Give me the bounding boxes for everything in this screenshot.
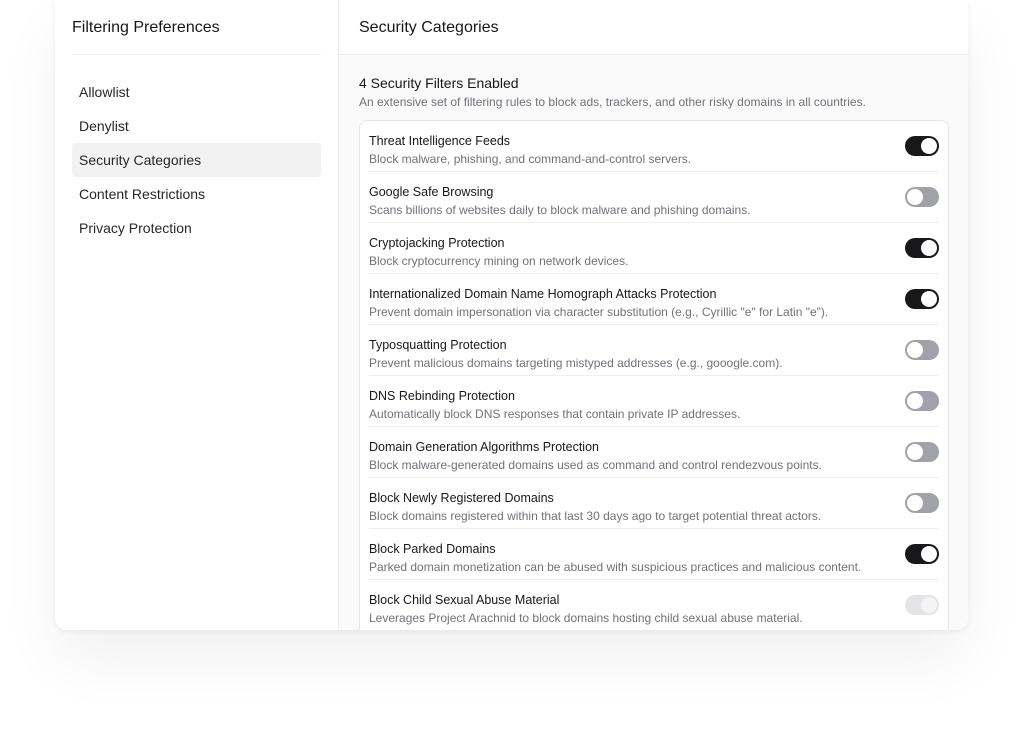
filter-row: [369, 325, 939, 376]
filter-toggle[interactable]: [905, 187, 939, 207]
sidebar-nav: [72, 75, 321, 245]
filter-toggle[interactable]: [905, 340, 939, 360]
sidebar-item-content-restrictions[interactable]: Content Restrictions: [79, 186, 206, 202]
filter-toggle[interactable]: [905, 289, 939, 309]
filter-title: Block Child Sexual Abuse Material: [369, 593, 560, 607]
sidebar-item-denylist[interactable]: Denylist: [79, 118, 129, 134]
filter-description: Block malware-generated domains used as command and control rendezvous points.: [369, 458, 822, 472]
preferences-card: [55, 0, 968, 630]
filter-description: Parked domain monetization can be abused with suspicious practices and malicious content.: [369, 560, 862, 574]
filter-description: Automatically block DNS responses that contain private IP addresses.: [369, 407, 741, 421]
filter-description: Leverages Project Arachnid to block domains hosting child sexual abuse material.: [369, 611, 803, 625]
filter-toggle[interactable]: [905, 595, 939, 615]
filter-title: Internationalized Domain Name Homograph Attacks Protection: [369, 287, 717, 301]
filter-title: Threat Intelligence Feeds: [369, 134, 511, 148]
filter-toggle[interactable]: [905, 493, 939, 513]
filter-description: Block malware, phishing, and command-and-control servers.: [369, 152, 692, 166]
filter-row: [369, 223, 939, 274]
filter-toggle[interactable]: [905, 442, 939, 462]
filter-description: Block cryptocurrency mining on network devices.: [369, 254, 629, 268]
filter-description: Prevent malicious domains targeting mistyped addresses (e.g., gooogle.com).: [369, 356, 783, 370]
filter-title: Block Newly Registered Domains: [369, 491, 554, 505]
sidebar-item-privacy-protection[interactable]: Privacy Protection: [79, 220, 192, 236]
filter-title: Domain Generation Algorithms Protection: [369, 440, 599, 454]
summary-title: 4 Security Filters Enabled: [359, 75, 519, 91]
filter-title: Cryptojacking Protection: [369, 236, 505, 250]
filter-row: [369, 529, 939, 580]
sidebar-title: Filtering Preferences: [72, 0, 321, 55]
filter-row: [369, 121, 939, 172]
filter-row: [369, 274, 939, 325]
sidebar-item-allowlist[interactable]: Allowlist: [79, 84, 130, 100]
filter-toggle[interactable]: [905, 391, 939, 411]
filter-row: [369, 376, 939, 427]
summary-description: An extensive set of filtering rules to block ads, trackers, and other risky domains in all countries.: [359, 95, 866, 109]
filter-title: DNS Rebinding Protection: [369, 389, 515, 403]
summary: [339, 55, 968, 109]
filter-row: [369, 478, 939, 529]
filter-row: [369, 427, 939, 478]
main-panel: [339, 0, 968, 630]
filter-toggle[interactable]: [905, 544, 939, 564]
filter-description: Scans billions of websites daily to block malware and phishing domains.: [369, 203, 751, 217]
filter-title: Block Parked Domains: [369, 542, 496, 556]
filter-title: Google Safe Browsing: [369, 185, 494, 199]
sidebar: [55, 0, 339, 630]
filter-toggle[interactable]: [905, 136, 939, 156]
filter-title: Typosquatting Protection: [369, 338, 507, 352]
sidebar-item-security-categories[interactable]: Security Categories: [72, 143, 321, 177]
filter-row: [369, 172, 939, 223]
filter-toggle[interactable]: [905, 238, 939, 258]
page-title: Security Categories: [339, 0, 968, 55]
filter-list: [359, 120, 949, 630]
filter-description: Prevent domain impersonation via character substitution (e.g., Cyrillic "e" for Latin "e").: [369, 305, 829, 319]
filter-row: [369, 580, 939, 630]
filter-description: Block domains registered within that last 30 days ago to target potential threat actors.: [369, 509, 822, 523]
